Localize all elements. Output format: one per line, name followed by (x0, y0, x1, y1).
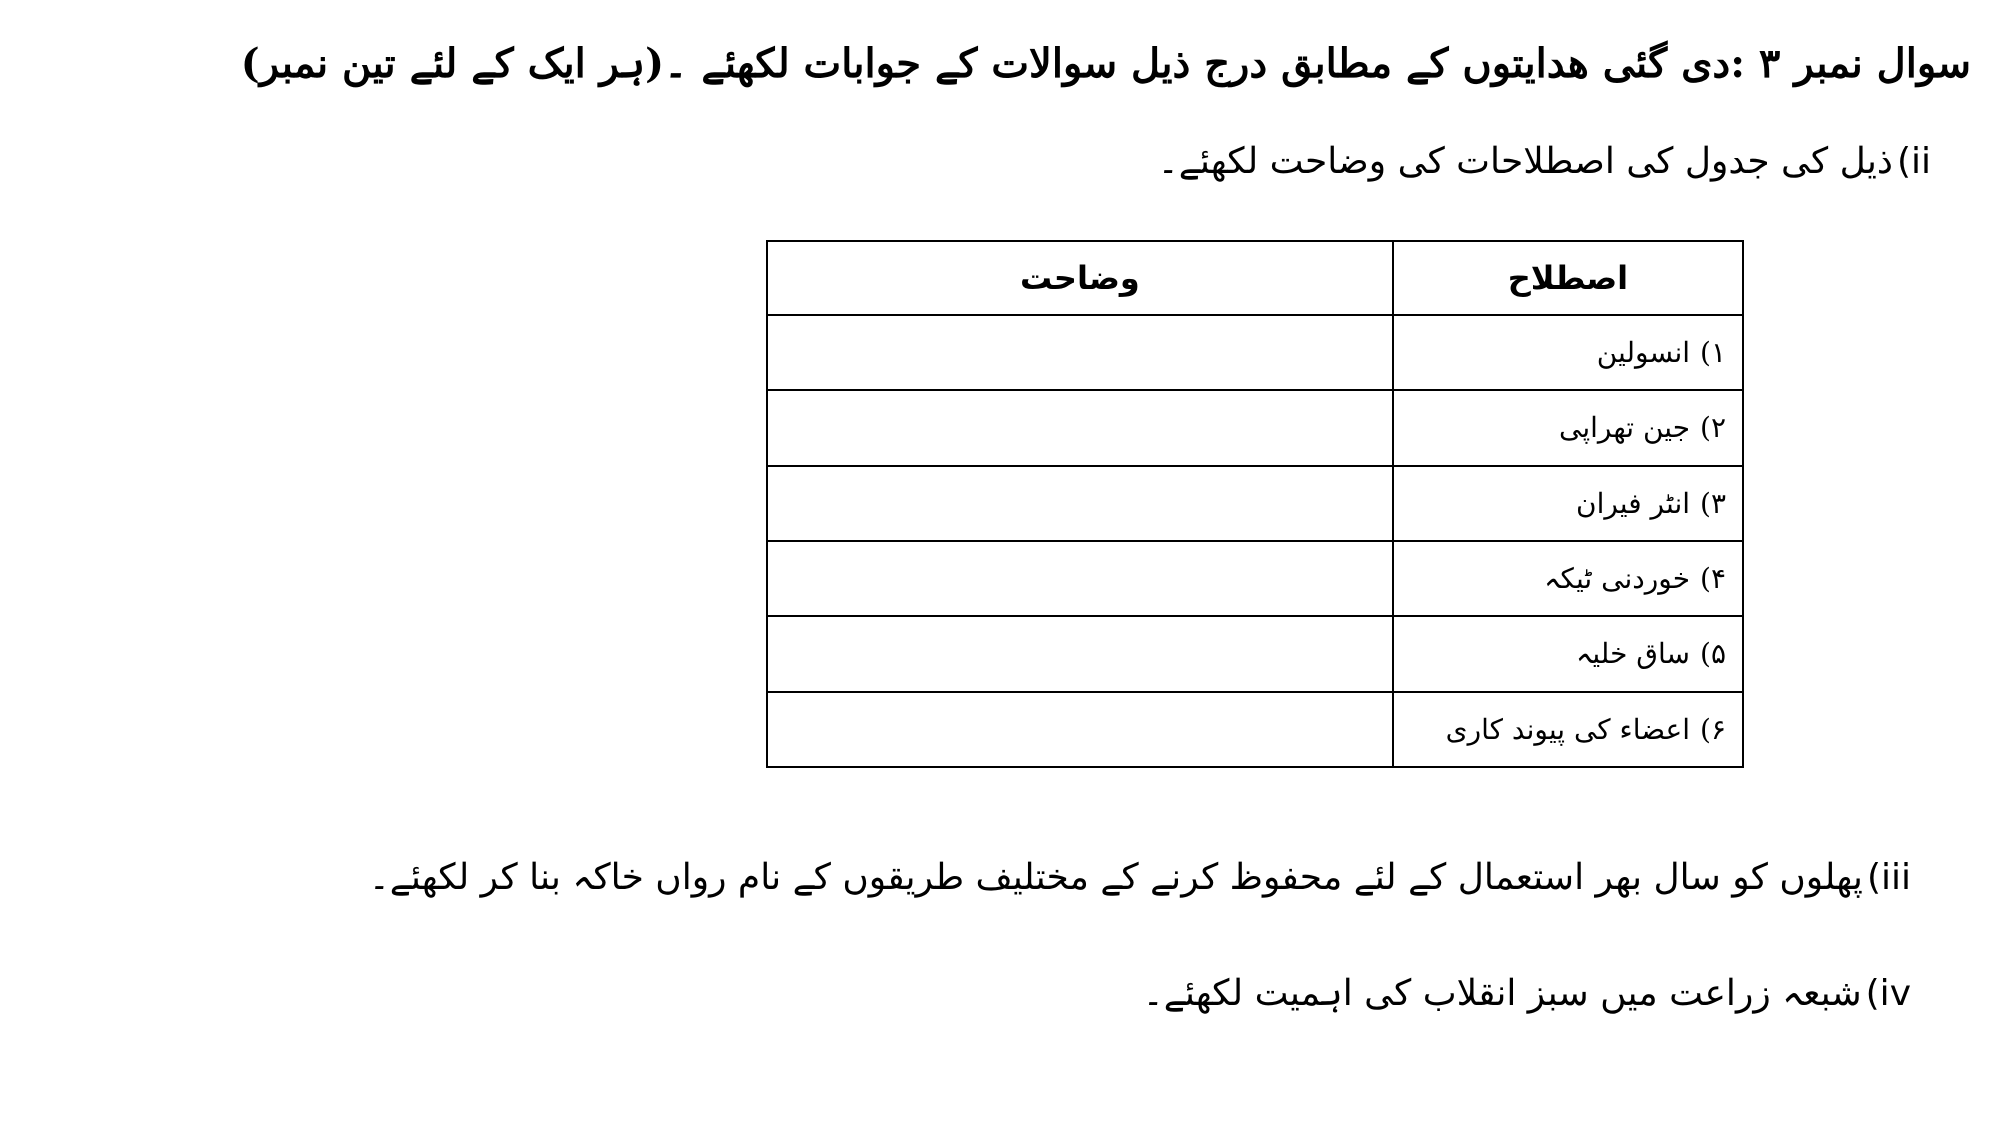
explanation-cell[interactable] (767, 390, 1393, 465)
term-cell (1393, 541, 1743, 616)
table-row (767, 390, 1743, 465)
term-cell (1393, 390, 1743, 465)
part-iv-number: (iv (1865, 973, 1911, 1014)
term-label: ساق خلیہ (1575, 637, 1691, 671)
term-number: ۲) (1700, 411, 1726, 445)
table-row (767, 315, 1743, 390)
table-row (767, 541, 1743, 616)
table-row (767, 616, 1743, 691)
explanation-cell[interactable] (767, 466, 1393, 541)
question-heading: سوال نمبر ۳ :دی گئی ھدایتوں کے مطابق درج ذیل سوالات کے جوابات لکھئے ۔(ہر ایک کے لئے تین نمبر) (240, 40, 1971, 87)
term-label: خوردنی ٹیکہ (1544, 562, 1691, 596)
term-cell (1393, 616, 1743, 691)
term-cell (1393, 466, 1743, 541)
explanation-cell[interactable] (767, 616, 1393, 691)
term-cell (1393, 315, 1743, 390)
term-number: ۶) (1700, 712, 1726, 746)
term-label: اعضاء کی پیوند کاری (1445, 712, 1691, 746)
terms-table (766, 240, 1744, 768)
term-number: ۳) (1700, 486, 1726, 520)
term-label: انٹر فیران (1576, 486, 1691, 520)
term-number: ۱) (1700, 336, 1726, 370)
explanation-cell[interactable] (767, 541, 1393, 616)
term-number: ۵) (1700, 637, 1726, 671)
table-row (767, 466, 1743, 541)
header-term: اصطلاح (1393, 241, 1743, 315)
part-iii-text: پھلوں کو سال بھر استعمال کے لئے محفوظ کرنے کے مختلیف طریقوں کے نام رواں خاکہ بنا کر لکھئے۔ (368, 857, 1863, 898)
part-ii-number: (ii (1896, 141, 1931, 182)
term-cell (1393, 692, 1743, 767)
table-row (767, 692, 1743, 767)
term-number: ۴) (1700, 562, 1726, 596)
part-iv-prompt (1143, 972, 1911, 1015)
part-ii-text: ذیل کی جدول کی اصطلاحات کی وضاحت لکھئے۔ (1157, 141, 1893, 182)
explanation-cell[interactable] (767, 692, 1393, 767)
part-iii-prompt (369, 856, 1911, 899)
part-iv-text: شبعہ زراعت میں سبز انقلاب کی اہمیت لکھئے۔ (1142, 973, 1862, 1014)
term-label: انسولین (1596, 336, 1691, 370)
header-explanation: وضاحت (767, 241, 1393, 315)
table-header-row (767, 241, 1743, 315)
part-ii-prompt (1158, 140, 1931, 183)
explanation-cell[interactable] (767, 315, 1393, 390)
part-iii-number: (iii (1866, 857, 1911, 898)
term-label: جین تھراپی (1558, 411, 1691, 445)
